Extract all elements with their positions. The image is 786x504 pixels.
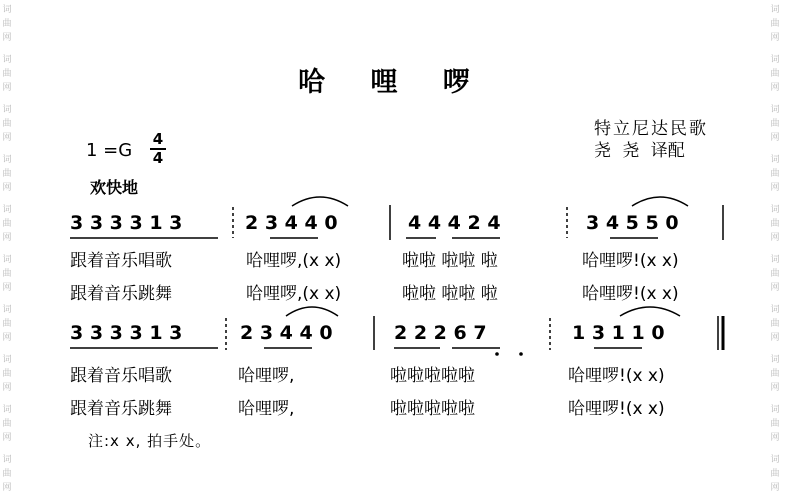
watermark-glyph: 曲 bbox=[2, 369, 12, 379]
s2-measure-3-notes: 2 2 2 6 7 bbox=[394, 322, 487, 344]
watermark-glyph: 词 bbox=[770, 205, 780, 215]
tempo-marking: 欢快地 bbox=[90, 178, 139, 197]
watermark-glyph: 词 bbox=[2, 55, 12, 65]
s2-verse1-lyric-4: 哈哩啰!(x x) bbox=[568, 366, 665, 386]
s1-verse1-lyric-2: 哈哩啰,(x x) bbox=[246, 251, 342, 271]
watermark-glyph: 词 bbox=[770, 305, 780, 315]
watermark-glyph: 曲 bbox=[2, 419, 12, 429]
watermark-glyph: 曲 bbox=[770, 369, 780, 379]
s2-verse2-lyric-1: 跟着音乐跳舞 bbox=[70, 399, 172, 419]
watermark-glyph: 曲 bbox=[770, 69, 780, 79]
key-signature: 1 =G bbox=[86, 140, 133, 161]
s2-verse2-lyric-2: 哈哩啰, bbox=[238, 399, 295, 419]
watermark-glyph: 网 bbox=[770, 433, 780, 443]
time-signature-top: 4 bbox=[152, 130, 164, 148]
watermark-glyph: 网 bbox=[2, 383, 12, 393]
s2-low-octave-dot-2 bbox=[519, 352, 523, 356]
watermark-glyph: 曲 bbox=[2, 269, 12, 279]
watermark-glyph: 网 bbox=[770, 483, 780, 493]
s1-verse2-lyric-4: 哈哩啰!(x x) bbox=[582, 284, 679, 304]
watermark-glyph: 曲 bbox=[2, 469, 12, 479]
s1-verse2-lyric-2: 哈哩啰,(x x) bbox=[246, 284, 342, 304]
watermark-glyph: 网 bbox=[2, 183, 12, 193]
s2-verse2-lyric-3: 啦啦啦啦啦 bbox=[390, 399, 475, 419]
watermark-glyph: 网 bbox=[770, 283, 780, 293]
song-source: 特立尼达民歌 bbox=[594, 119, 708, 139]
s1-slur-1 bbox=[292, 197, 348, 206]
watermark-glyph: 网 bbox=[770, 183, 780, 193]
watermark-glyph: 曲 bbox=[770, 269, 780, 279]
watermark-glyph: 词 bbox=[2, 305, 12, 315]
watermark-glyph: 曲 bbox=[2, 69, 12, 79]
watermark-glyph: 词 bbox=[2, 155, 12, 165]
watermark-glyph: 曲 bbox=[770, 19, 780, 29]
watermark-glyph: 词 bbox=[2, 205, 12, 215]
s1-slur-2 bbox=[632, 197, 688, 206]
s2-measure-4-notes: 1 3 1 1 0 bbox=[572, 322, 665, 344]
s2-slur-2 bbox=[620, 307, 680, 316]
s1-measure-2-notes: 2 3 4 4 0 bbox=[245, 212, 338, 234]
watermark-glyph: 词 bbox=[2, 105, 12, 115]
s2-verse1-lyric-3: 啦啦啦啦啦 bbox=[390, 366, 475, 386]
watermark-glyph: 曲 bbox=[2, 169, 12, 179]
watermark-glyph: 曲 bbox=[770, 219, 780, 229]
s1-verse2-lyric-3: 啦啦 啦啦 啦 bbox=[402, 284, 498, 304]
watermark-glyph: 词 bbox=[2, 355, 12, 365]
watermark-glyph: 网 bbox=[770, 333, 780, 343]
s2-slur-1 bbox=[286, 307, 338, 316]
watermark-glyph: 网 bbox=[2, 133, 12, 143]
watermark-glyph: 词 bbox=[770, 5, 780, 15]
watermark-glyph: 网 bbox=[2, 233, 12, 243]
watermark-glyph: 词 bbox=[770, 105, 780, 115]
watermark-glyph: 曲 bbox=[2, 219, 12, 229]
watermark-glyph: 词 bbox=[770, 455, 780, 465]
s1-verse1-lyric-4: 哈哩啰!(x x) bbox=[582, 251, 679, 271]
watermark-glyph: 词 bbox=[770, 405, 780, 415]
watermark-glyph: 网 bbox=[770, 83, 780, 93]
watermark-glyph: 网 bbox=[2, 433, 12, 443]
watermark-glyph: 曲 bbox=[2, 19, 12, 29]
watermark-glyph: 词 bbox=[770, 255, 780, 265]
watermark-glyph: 词 bbox=[2, 455, 12, 465]
watermark-glyph: 网 bbox=[2, 83, 12, 93]
time-signature-bottom: 4 bbox=[152, 149, 164, 167]
watermark-glyph: 词 bbox=[2, 5, 12, 15]
watermark-glyph: 网 bbox=[2, 333, 12, 343]
watermark-glyph: 网 bbox=[2, 283, 12, 293]
s2-verse2-lyric-4: 哈哩啰!(x x) bbox=[568, 399, 665, 419]
watermark-glyph: 网 bbox=[770, 383, 780, 393]
s1-measure-4-notes: 3 4 5 5 0 bbox=[586, 212, 679, 234]
watermark-glyph: 词 bbox=[770, 355, 780, 365]
s1-verse1-lyric-3: 啦啦 啦啦 啦 bbox=[402, 251, 498, 271]
watermark-glyph: 曲 bbox=[770, 119, 780, 129]
watermark-glyph: 曲 bbox=[2, 119, 12, 129]
translation-credit: 尧 尧 译配 bbox=[594, 141, 685, 161]
watermark-glyph: 词 bbox=[770, 155, 780, 165]
s2-measure-1-notes: 3 3 3 3 1 3 bbox=[70, 322, 183, 344]
s1-verse2-lyric-1: 跟着音乐跳舞 bbox=[70, 284, 172, 304]
watermark-glyph: 曲 bbox=[770, 319, 780, 329]
watermark-glyph: 网 bbox=[770, 233, 780, 243]
watermark-glyph: 曲 bbox=[770, 419, 780, 429]
s1-measure-3-notes: 4 4 4 2 4 bbox=[408, 212, 501, 234]
watermark-glyph: 网 bbox=[2, 33, 12, 43]
watermark-glyph: 词 bbox=[2, 255, 12, 265]
song-title: 哈 哩 啰 bbox=[298, 67, 488, 98]
watermark-glyph: 词 bbox=[770, 55, 780, 65]
s2-verse1-lyric-1: 跟着音乐唱歌 bbox=[70, 366, 172, 386]
watermark-glyph: 曲 bbox=[770, 169, 780, 179]
watermark-glyph: 网 bbox=[2, 483, 12, 493]
watermark-glyph: 曲 bbox=[770, 469, 780, 479]
footnote: 注:x x, 拍手处。 bbox=[88, 432, 212, 450]
s2-verse1-lyric-2: 哈哩啰, bbox=[238, 366, 295, 386]
s1-verse1-lyric-1: 跟着音乐唱歌 bbox=[70, 251, 172, 271]
s1-measure-1-notes: 3 3 3 3 1 3 bbox=[70, 212, 183, 234]
watermark-glyph: 词 bbox=[2, 405, 12, 415]
s2-low-octave-dot-1 bbox=[495, 352, 499, 356]
watermark-glyph: 曲 bbox=[2, 319, 12, 329]
watermark-glyph: 网 bbox=[770, 33, 780, 43]
s2-measure-2-notes: 2 3 4 4 0 bbox=[240, 322, 333, 344]
watermark-glyph: 网 bbox=[770, 133, 780, 143]
